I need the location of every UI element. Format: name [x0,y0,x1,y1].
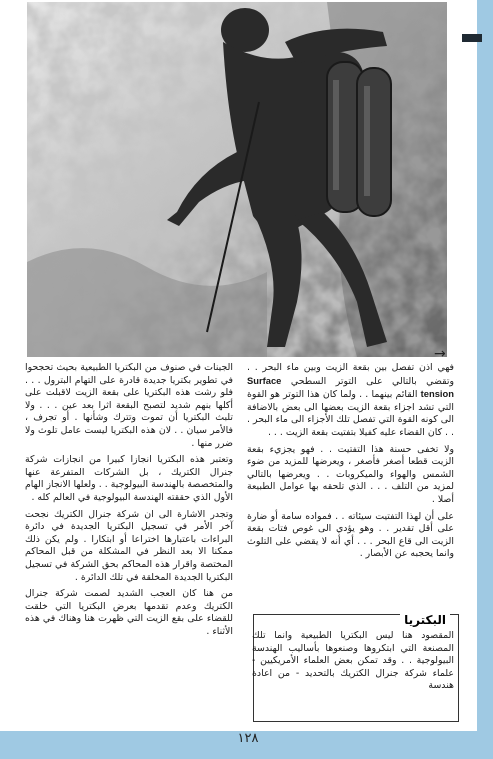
term-surface-tension: Surface tension [247,374,454,400]
paragraph-text: القائم بينهما . . ولما كان هذا التوتر هو القوة التي تشد اجزاء بقعة الزيت بعضها الى بعض بالاضافة الى كونه القوة التي تفصل تلك الأجزاء الى ماء البحر . . . كان القضاء عليه كفيلا بتفتيت بقعة الزيت . . . [247,389,454,438]
page-number: ١٢٨ [237,731,259,746]
article-column-left [25,362,233,642]
article-column-right [247,362,454,565]
page-spine-band [477,0,493,759]
continue-arrow-icon: → [434,346,446,362]
paragraph: وتعتبر هذه البكتريا انجازا كبيرا من انجازات شركة جنرال الكتريك ، بل الشركات المتفرعة عنها والمتخصصة بالهندسة البيولوجية . . ولعلها الانجاز الهام الأول الذي حققته الهندسة البيولوجية في العالم كله . [25,454,233,503]
paragraph: على أن لهذا التفتيت سيئاته . . فمواده سامة أو ضارة على أقل تقدير . . وهو يؤدي الى غوص فتات بقعة الزيت الى قاع البحر . . . أي أنه لا يقضي على التلوث وانما يحجبه عن الأبصار . [247,510,454,560]
sidebar-box-text: المقصود هنا ليس البكتريا الطبيعية وانما تلك المصنعة التي ابتكروها وصنعوها بأساليب الهندسة البيولوجية . . وقد تمكن بعض العلماء الأمريكيين - علماء شركة جنرال الكتريك بالتحديد - من اعادة هندسة [252,630,454,692]
sidebar-box-title: البكتريا [400,613,450,627]
diver-photo [27,2,447,357]
paragraph: وتجدر الاشارة الى ان شركة جنرال الكتريك نجحت آخر الأمر في تسجيل البكتريا الجديدة في دائرة البراءات باعتبارها اختراعا أو ابتكارا . ولم يكن ذلك ممكنا الا بعد النظر في المشكلة من قبل المحاكم المختصة واقرار هذه المحاكم بحق الشركة في تسجيل البكتريا الجديدة المخلقة في تلك الدائرة . [25,508,233,583]
spine-tab-mark [462,34,482,42]
paragraph: الجينات في صنوف من البكتريا الطبيعية بحيث تحجحوا في تطوير بكتريا جديدة قادرة على التهام البترول . . . فلو رشت هذه البكتريا على بقعة الزيت لاقبلت على أكلها بنهم شديد لتصبح البقعة اثرا بعد عين . . . ولا تلبث البكتريا أن تموت وتترك وشأنها . أو تجرف ، فالأمر سيان . . لان هذه البكتريا ليست عامل تلوث ولا ضرر منها . [25,362,233,449]
paragraph-text: فهي اذن تفصل بين بقعة الزيت وبين ماء البحر . . وتقضي بالتالي على التوتر السطحي [247,362,455,387]
paragraph: من هنا كان العجب الشديد لصمت شركة جنرال الكتريك وعدم تقدمها بعرض البكتريا التي خلقت للقضاء على بقع الزيت التي ظهرت هنا وهناك في هذه الأثناء . [25,588,233,637]
paragraph: ولا تخفى حسنة هذا التفتيت . . فهو يجزيء بقعة الزيت قطعا أصغر فأصغر ، ويعرضها للمزيد من ضوء الشمس والهواء والميكروبات . . ويعرضها بالتالي لمزيد من التلف . . . الذي تلحقه بها عوامل الطبيعة أصلا . [247,443,454,505]
diver-photo-icon [27,2,447,357]
paragraph [247,362,454,440]
